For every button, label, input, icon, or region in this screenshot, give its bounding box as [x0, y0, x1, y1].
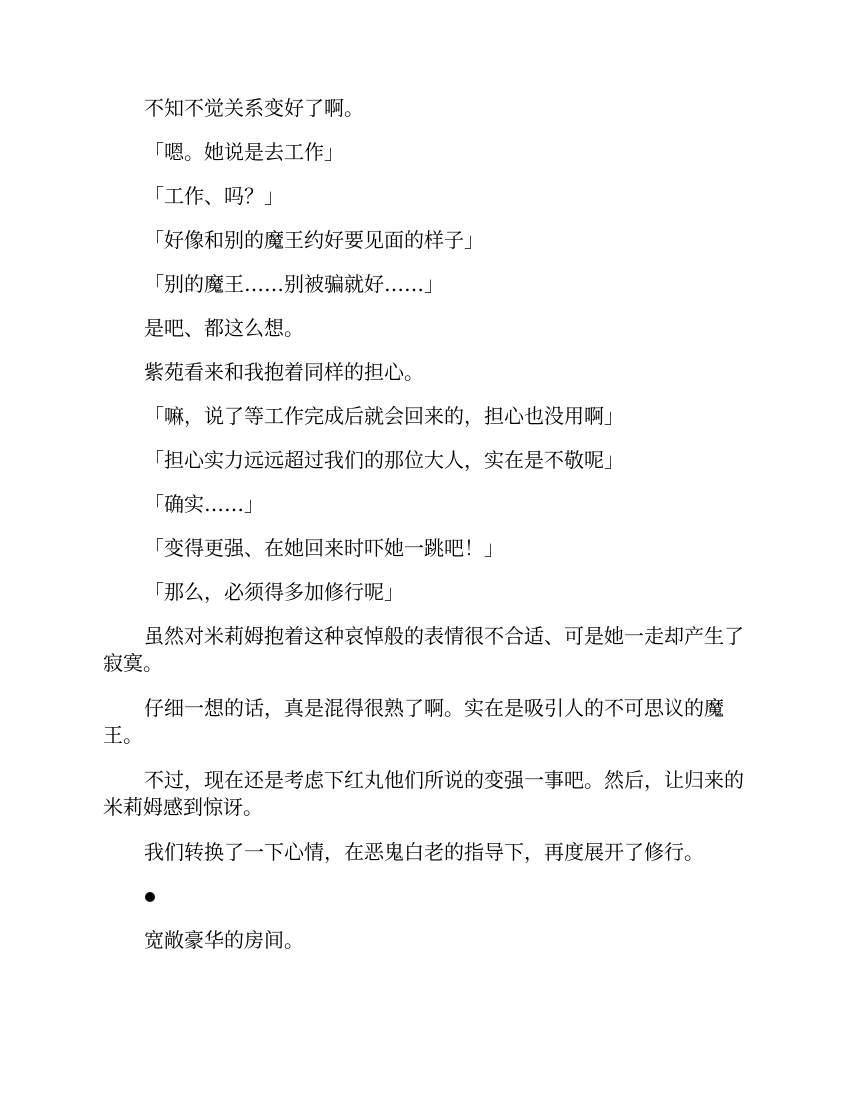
- bullet-icon: [145, 892, 155, 902]
- paragraph-4: 「好像和别的魔王约好要见面的样子」: [144, 228, 484, 252]
- paragraph-8: 「嘛，说了等工作完成后就会回来的，担心也没用啊」: [144, 404, 624, 428]
- paragraph-3: 「工作、吗？」: [144, 184, 284, 208]
- paragraph-12: 「那么，必须得多加修行呢」: [144, 580, 404, 604]
- section-break: [103, 883, 753, 910]
- document-body: [103, 95, 753, 971]
- closing-paragraph: 宽敞豪华的房间。: [144, 928, 304, 952]
- paragraph-13: 虽然对米莉姆抱着这种哀悼般的表情很不合适、可是她一走却产生了寂寞。: [103, 624, 744, 675]
- paragraph-16: 我们转换了一下心情，在恶鬼白老的指导下，再度展开了修行。: [144, 840, 704, 864]
- paragraph-14: 仔细一想的话，真是混得很熟了啊。实在是吸引人的不可思议的魔王。: [103, 696, 724, 747]
- paragraph-6: 是吧、都这么想。: [144, 316, 304, 340]
- paragraph-9: 「担心实力远远超过我们的那位大人，实在是不敬呢」: [144, 448, 624, 472]
- paragraph-7: 紫苑看来和我抱着同样的担心。: [144, 360, 424, 384]
- paragraph-11: 「变得更强、在她回来时吓她一跳吧！」: [144, 536, 504, 560]
- paragraph-1: 不知不觉关系变好了啊。: [144, 96, 364, 120]
- paragraph-15: 不过，现在还是考虑下红丸他们所说的变强一事吧。然后，让归来的米莉姆感到惊讶。: [103, 768, 744, 819]
- paragraph-5: 「别的魔王……别被骗就好……」: [144, 272, 444, 296]
- paragraph-10: 「确实……」: [144, 492, 264, 516]
- paragraph-2: 「嗯。她说是去工作」: [144, 140, 344, 164]
